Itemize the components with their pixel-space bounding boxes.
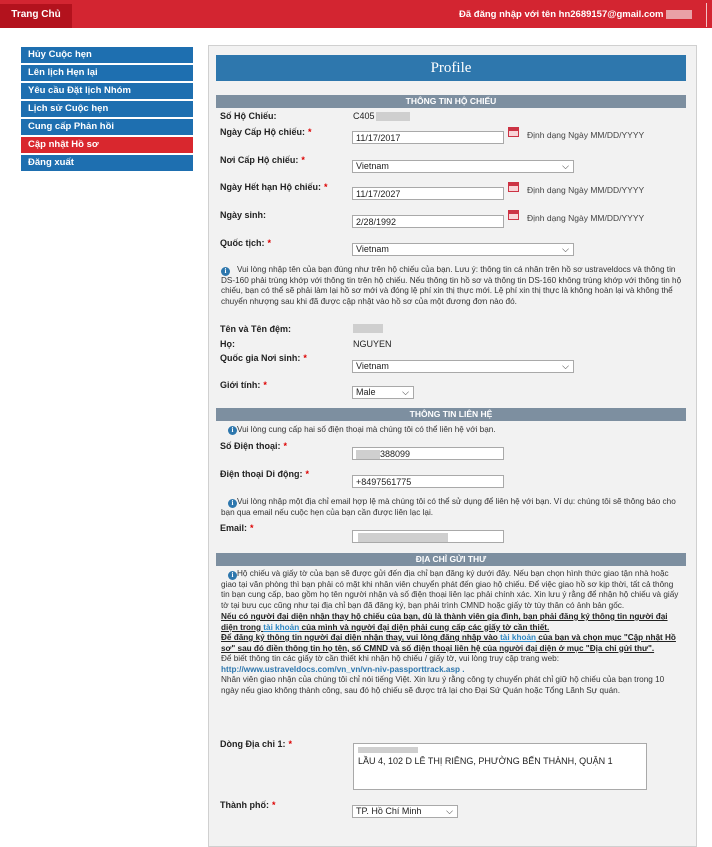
city-selected: TP. Hồ Chí Minh — [356, 806, 422, 816]
rep-text-3: Để đăng ký thông tin người đại diện nhận thay, vui lòng đăng nhập vào — [221, 633, 501, 642]
given-name-label: Tên và Tên đệm: — [220, 324, 292, 334]
dob-label: Ngày sinh: — [220, 210, 267, 220]
info-icon: i — [228, 571, 237, 580]
expiry-date-label-text: Ngày Hết hạn Hộ chiếu: — [220, 182, 322, 192]
nationality-label-text: Quốc tịch: — [220, 238, 265, 248]
city-label-text: Thành phố: — [220, 800, 269, 810]
required-marker: * — [283, 441, 288, 451]
required-marker: * — [305, 469, 310, 479]
login-status-text: Đã đăng nhập với tên hn2689157@gmail.com — [459, 9, 664, 20]
rep-text-2: của mình và người đại diện phải cung cấp các giấy tờ cần thiết. — [299, 622, 550, 632]
info-icon: i — [221, 267, 230, 276]
sidebar-item-logout[interactable]: Đăng xuất — [21, 155, 193, 171]
phone-label-text: Số Điện thoại: — [220, 441, 281, 451]
redacted-mask — [666, 10, 692, 19]
calendar-icon[interactable] — [508, 127, 519, 137]
expiry-date-input[interactable]: 11/17/2027 — [352, 187, 504, 200]
chevron-down-icon: ⌵ — [562, 361, 569, 371]
phone-value: 388099 — [380, 449, 411, 459]
required-marker: * — [263, 380, 267, 390]
contact-info-note — [221, 425, 683, 436]
mobile-input[interactable]: +8497561775 — [352, 475, 504, 488]
required-marker: * — [308, 127, 312, 137]
issue-date-label-text: Ngày Cấp Hộ chiếu: — [220, 127, 306, 137]
account-link[interactable]: tài khoản — [263, 622, 300, 632]
chevron-down-icon: ⌵ — [562, 244, 569, 254]
required-marker: * — [250, 523, 254, 533]
passport-track-link[interactable]: http://www.ustraveldocs.com/vn_vn/vn-niv-passporttrack.asp . — [221, 664, 465, 674]
representative-register-note — [221, 633, 683, 654]
birth-country-label-text: Quốc gia Nơi sinh: — [220, 353, 301, 363]
sidebar-item-appointment-history[interactable]: Lịch sử Cuộc hẹn — [21, 101, 193, 117]
birth-country-selected: Vietnam — [356, 361, 389, 371]
city-select[interactable] — [352, 805, 458, 818]
expiry-date-format-hint: Định dạng Ngày MM/DD/YYYY — [527, 185, 645, 195]
sidebar-item-update-profile[interactable]: Cập nhật Hồ sơ — [21, 137, 193, 153]
passport-number-value — [353, 111, 410, 121]
address1-value: LẦU 4, 102 D LÊ THỊ RIÊNG, PHƯỜNG BẾN THÀNH, QUẬN 1 — [358, 756, 613, 766]
contact-info-text: Vui lòng cung cấp hai số điện thoại mà chúng tôi có thể liên hệ với bạn. — [237, 425, 496, 434]
docs-text: Để biết thông tin các giấy tờ cần thiết khi nhận hộ chiếu / giấy tờ, vui lòng truy cập trang web: — [221, 654, 559, 663]
mailing-info-text: Hộ chiếu và giấy tờ của bạn sẽ được gửi đến địa chỉ bạn đăng ký dưới đây. Nếu bạn chọn hình thức giao tận nhà hoặc giao tại văn phòng thì bạn phải có mặt khi nhân viên chuyển phát đến giao hộ chiếu. Để việc giao hồ sơ kịp thời, tất cả thông tin bạn cung cấp, bao gồm họ tên người nhận và số điện thoại liên lạc phải chính xác. Xin lưu ý rằng để nhận hộ chiếu và giấy tờ tại bưu cục cũng như tại địa chỉ bạn đã đăng ký, bạn phải trình CMND hoặc giấy tờ tùy thân có ảnh bản gốc. — [221, 569, 679, 610]
issue-place-select[interactable] — [352, 160, 574, 173]
nationality-label — [220, 238, 271, 248]
chevron-down-icon: ⌵ — [402, 387, 409, 397]
required-marker: * — [267, 238, 272, 248]
gender-select[interactable] — [352, 386, 414, 399]
address1-textarea[interactable] — [353, 743, 647, 790]
email-info-note — [221, 497, 683, 518]
delivery-text: Nhân viên giao nhận của chúng tôi chỉ nói tiếng Việt. Xin lưu ý rằng công ty chuyển phát chỉ giữ hộ chiếu của bạn trong 10 ngày nếu giao không thành công, sau đó hộ chiếu sẽ được trả lại cho Đại Sứ Quán hoặc Tổng Lãnh Sự quán. — [221, 675, 665, 695]
page-title: Profile — [216, 55, 686, 81]
passport-info-text: Vui lòng nhập tên của bạn đúng như trên hộ chiếu của bạn. Lưu ý: thông tin cá nhân trên hồ sơ ustraveldocs và thông tin DS-160 phải trùng khớp với thông tin trên hộ chiếu. Nếu thông tin hồ sơ và thông tin DS-160 không trùng khớp với thông tin hộ chiếu, bạn có thể sẽ phải làm lại hồ sơ mới và đóng lệ phí xin thị thực mới. Lệ phí xin thị thực là không hoàn lại và không thể chuyển nhượng sau khi đã được cập nhật vào hồ sơ của một đương đơn nào đó. — [221, 265, 682, 306]
issue-date-format-hint: Định dạng Ngày MM/DD/YYYY — [527, 130, 645, 140]
nationality-select[interactable] — [352, 243, 574, 256]
email-label-text: Email: — [220, 523, 248, 533]
required-marker: * — [301, 155, 305, 165]
phone-input[interactable] — [352, 447, 504, 460]
surname-label: Họ: — [220, 339, 235, 349]
representative-note — [221, 612, 683, 633]
gender-label-text: Giới tính: — [220, 380, 261, 390]
surname-value: NGUYEN — [353, 339, 392, 349]
info-icon: i — [228, 426, 237, 435]
gender-selected: Male — [356, 387, 376, 397]
dob-input[interactable]: 2/28/1992 — [352, 215, 504, 228]
login-status — [459, 9, 692, 20]
email-info-text: Vui lòng nhập một địa chỉ email hợp lệ mà chúng tôi có thể sử dụng để liên hệ với bạn. Ví dụ: chúng tôi sẽ thông báo cho bạn qua email nếu cuộc hẹn của bạn cần được liên lạc lại. — [221, 497, 676, 517]
account-link[interactable]: tài khoản — [500, 633, 537, 642]
mailing-info-note — [221, 569, 683, 696]
redacted-mask — [358, 533, 448, 542]
home-tab[interactable]: Trang Chủ — [0, 4, 72, 28]
issue-place-label — [220, 155, 305, 165]
email-label — [220, 523, 254, 533]
chevron-down-icon: ⌵ — [562, 161, 569, 171]
chevron-down-icon: ⌵ — [446, 806, 453, 816]
passport-section-heading: THÔNG TIN HỘ CHIẾU — [216, 95, 686, 108]
birth-country-label — [220, 353, 307, 363]
redacted-mask — [356, 450, 380, 459]
calendar-icon[interactable] — [508, 182, 519, 192]
dob-format-hint: Định dạng Ngày MM/DD/YYYY — [527, 213, 645, 223]
sidebar-item-cancel-appointment[interactable]: Hủy Cuộc hẹn — [21, 47, 193, 63]
nationality-selected: Vietnam — [356, 244, 389, 254]
info-icon: i — [228, 499, 237, 508]
passport-number-label: Số Hộ Chiếu: — [220, 111, 277, 121]
passport-number-text: C405 — [353, 111, 375, 121]
sidebar-item-reschedule[interactable]: Lên lịch Hẹn lại — [21, 65, 193, 81]
redacted-mask — [353, 324, 383, 333]
rep-text-4: của bạn và chọn mục "Cập nhật Hồ sơ" sau đó điền thông tin họ tên, số CMND và số điện thoại liên hệ của người đại diện ở mục "Địa chỉ gửi thư". — [221, 633, 676, 653]
mobile-label-text: Điện thoại Di động: — [220, 469, 303, 479]
required-marker: * — [288, 739, 293, 749]
gender-label — [220, 380, 267, 390]
city-label — [220, 800, 276, 810]
calendar-icon[interactable] — [508, 210, 519, 220]
redacted-mask — [376, 112, 410, 121]
mailing-section-heading: ĐỊA CHỈ GỬI THƯ — [216, 553, 686, 566]
address1-label — [220, 739, 292, 749]
topbar-divider — [706, 3, 707, 27]
mobile-label — [220, 469, 309, 479]
sidebar-item-group-booking[interactable]: Yêu cầu Đặt lịch Nhóm — [21, 83, 193, 99]
expiry-date-label — [220, 182, 328, 192]
top-bar — [0, 0, 712, 28]
issue-place-label-text: Nơi Cấp Hộ chiếu: — [220, 155, 299, 165]
passport-info-note — [221, 265, 683, 307]
issue-date-input[interactable]: 11/17/2017 — [352, 131, 504, 144]
redacted-mask — [358, 747, 418, 753]
rep-text-1: Nếu có người đại diện nhận thay hộ chiếu của bạn, dù là thành viên gia đình, bạn phải đăng ký thông tin người đại diện trong — [221, 612, 668, 632]
issue-date-label — [220, 127, 312, 137]
given-name-value — [353, 323, 383, 333]
sidebar — [21, 47, 193, 173]
required-marker: * — [303, 353, 307, 363]
contact-section-heading: THÔNG TIN LIÊN HỆ — [216, 408, 686, 421]
birth-country-select[interactable] — [352, 360, 574, 373]
issue-place-selected: Vietnam — [356, 161, 389, 171]
sidebar-item-feedback[interactable]: Cung cấp Phản hồi — [21, 119, 193, 135]
required-marker: * — [272, 800, 276, 810]
address1-label-text: Dòng Địa chỉ 1: — [220, 739, 286, 749]
email-input[interactable] — [352, 530, 504, 543]
phone-label — [220, 441, 287, 451]
required-marker: * — [324, 182, 328, 192]
